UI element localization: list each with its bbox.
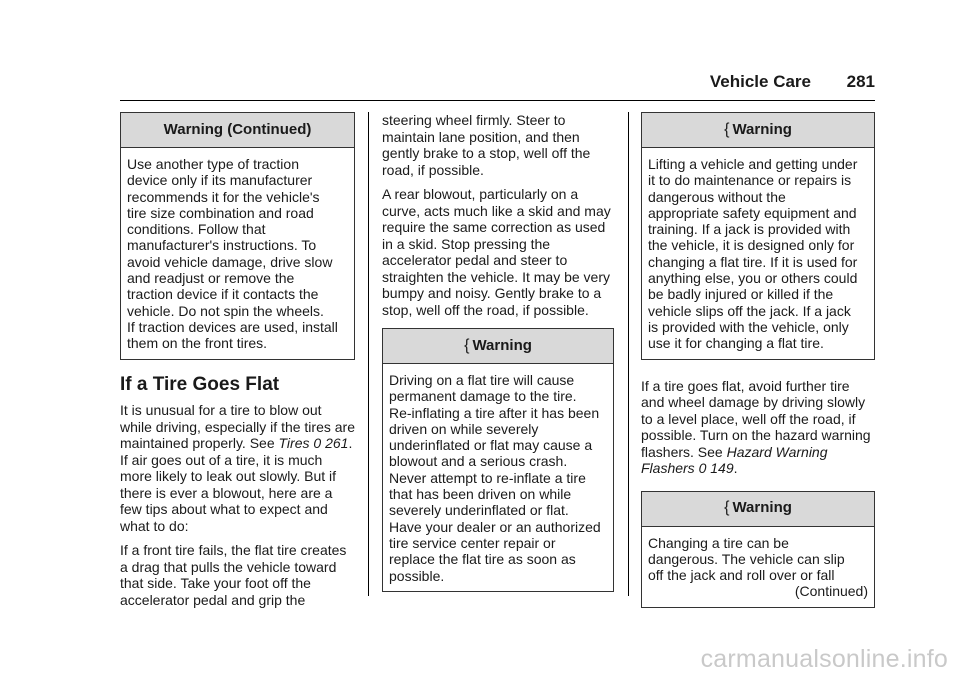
warning-line: Never attempt to re-inflate a tire: [389, 469, 586, 486]
warning-line: If traction devices are used, install: [127, 318, 338, 335]
warning-line: is provided with the vehicle, only: [648, 318, 849, 335]
page-reference[interactable]: 0 149: [698, 460, 734, 477]
warning-line: training. If a jack is provided with: [648, 221, 851, 238]
warning-title: Warning: [732, 120, 792, 138]
warning-line: tire service center repair or: [389, 534, 556, 551]
paragraph-text: It is unusual for a tire to blow out while driving, especially if the tires are maintained properly. See: [120, 402, 355, 452]
watermark: carmanualsonline.info: [700, 645, 948, 673]
paragraph-rear-blowout: A rear blowout, particularly on a curve, acts much like a skid and may require the same correction as used in a skid. Stop pressing the accelerator pedal and steer to straighten the vehicle. It may be very bumpy and noisy. Gently brake to a stop, well off the road, if possible.: [382, 186, 611, 318]
warning-line: underinflated or flat may cause a: [389, 437, 593, 454]
column-2: [382, 112, 614, 592]
section-title: Vehicle Care: [709, 72, 811, 91]
warning-line: it to do maintenance or repairs is: [648, 172, 852, 189]
warning-line: avoid vehicle damage, drive slow: [127, 253, 333, 270]
page-reference[interactable]: 0 261: [313, 435, 349, 452]
warning-box-flat-tire: [382, 328, 614, 592]
warning-line: off the jack and roll over or fall: [648, 567, 835, 584]
warning-line: use it for changing a flat tire.: [648, 335, 824, 352]
warning-line: Driving on a flat tire will cause: [389, 372, 575, 388]
warning-title: Warning (Continued): [163, 120, 312, 138]
warning-header: [121, 113, 354, 148]
warning-box-changing: [641, 491, 875, 608]
warning-body: [642, 527, 874, 607]
warning-line: that has been driven on while: [389, 486, 572, 503]
warning-header: [642, 113, 874, 148]
hazard-flashers-link[interactable]: Hazard Warning Flashers: [641, 443, 828, 477]
page-header: [120, 70, 875, 101]
paragraph-flat: [641, 378, 875, 477]
warning-line: permanent damage to the tire.: [389, 388, 577, 405]
warning-icon: {: [724, 120, 730, 138]
warning-line: Use another type of traction: [127, 156, 299, 172]
warning-body: [121, 148, 354, 359]
warning-title: Warning: [472, 336, 532, 354]
warning-line: the vehicle, it is designed only for: [648, 237, 855, 254]
warning-line: device only if its manufacturer: [127, 172, 313, 189]
warning-box-jack: [641, 112, 875, 360]
warning-line: severely underinflated or flat.: [389, 502, 569, 519]
warning-line: vehicle. Do not spin the wheels.: [127, 302, 324, 319]
column-divider: [368, 112, 369, 596]
warning-line: possible.: [389, 567, 445, 584]
warning-line: Lifting a vehicle and getting under: [648, 156, 858, 172]
column-3: [641, 112, 875, 608]
warning-line: and readjust or remove the: [127, 270, 295, 287]
warning-icon: {: [464, 336, 470, 354]
column-divider: [628, 112, 629, 596]
warning-line: tire size combination and road: [127, 204, 314, 221]
warning-line: replace the flat tire as soon as: [389, 551, 576, 568]
warning-line: Have your dealer or an authorized: [389, 518, 601, 535]
warning-body: [642, 148, 874, 359]
warning-line: conditions. Follow that: [127, 221, 266, 238]
paragraph-text: .: [733, 460, 738, 477]
paragraph-text: If a tire goes flat, avoid further tire and wheel damage by driving slowly to a level place, well off the road, if possible. Turn on the hazard warning flashers. See: [641, 377, 871, 460]
warning-line: dangerous without the: [648, 188, 786, 205]
paragraph-steering: steering wheel firmly. Steer to maintain lane position, and then gently brake to a stop, well off the road, if possible.: [382, 112, 591, 178]
warning-line: Changing a tire can be: [648, 534, 789, 551]
section-heading: If a Tire Goes Flat: [120, 373, 280, 395]
warning-line: changing a flat tire. If it is used for: [648, 253, 858, 270]
warning-line: them on the front tires.: [127, 335, 268, 352]
continued-label: (Continued): [794, 583, 868, 600]
tires-link[interactable]: Tires: [278, 435, 310, 452]
warning-body: [383, 364, 613, 591]
paragraph-front-tire: If a front tire fails, the flat tire creates a drag that pulls the vehicle toward that side. Take your foot off the accelerator pedal and grip the: [120, 542, 347, 608]
page-number: 281: [846, 72, 875, 91]
warning-line: be badly injured or killed if the: [648, 286, 834, 303]
warning-line: anything else, you or others could: [648, 270, 858, 287]
warning-header: [642, 492, 874, 527]
warning-line: dangerous. The vehicle can slip: [648, 550, 845, 567]
warning-line: driven on while severely: [389, 420, 539, 437]
warning-line: Re-inflating a tire after it has been: [389, 404, 600, 421]
warning-line: appropriate safety equipment and: [648, 204, 857, 221]
warning-line: recommends it for the vehicle's: [127, 188, 320, 205]
warning-line: blowout and a serious crash.: [389, 453, 568, 470]
warning-title: Warning: [732, 499, 792, 517]
warning-line: vehicle slips off the jack. If a jack: [648, 302, 851, 319]
warning-header: [383, 329, 613, 364]
column-1: [120, 112, 355, 616]
warning-line: manufacturer's instructions. To: [127, 237, 317, 254]
warning-box-continued: [120, 112, 355, 360]
warning-line: traction device if it contacts the: [127, 286, 319, 303]
warning-icon: {: [724, 499, 730, 517]
paragraph-intro: [120, 402, 355, 534]
paragraph-text: . If air goes out of a tire, it is much more likely to leak out slowly. But if there is ever a blowout, here are a few tips about what to expect and what to do:: [120, 435, 353, 534]
